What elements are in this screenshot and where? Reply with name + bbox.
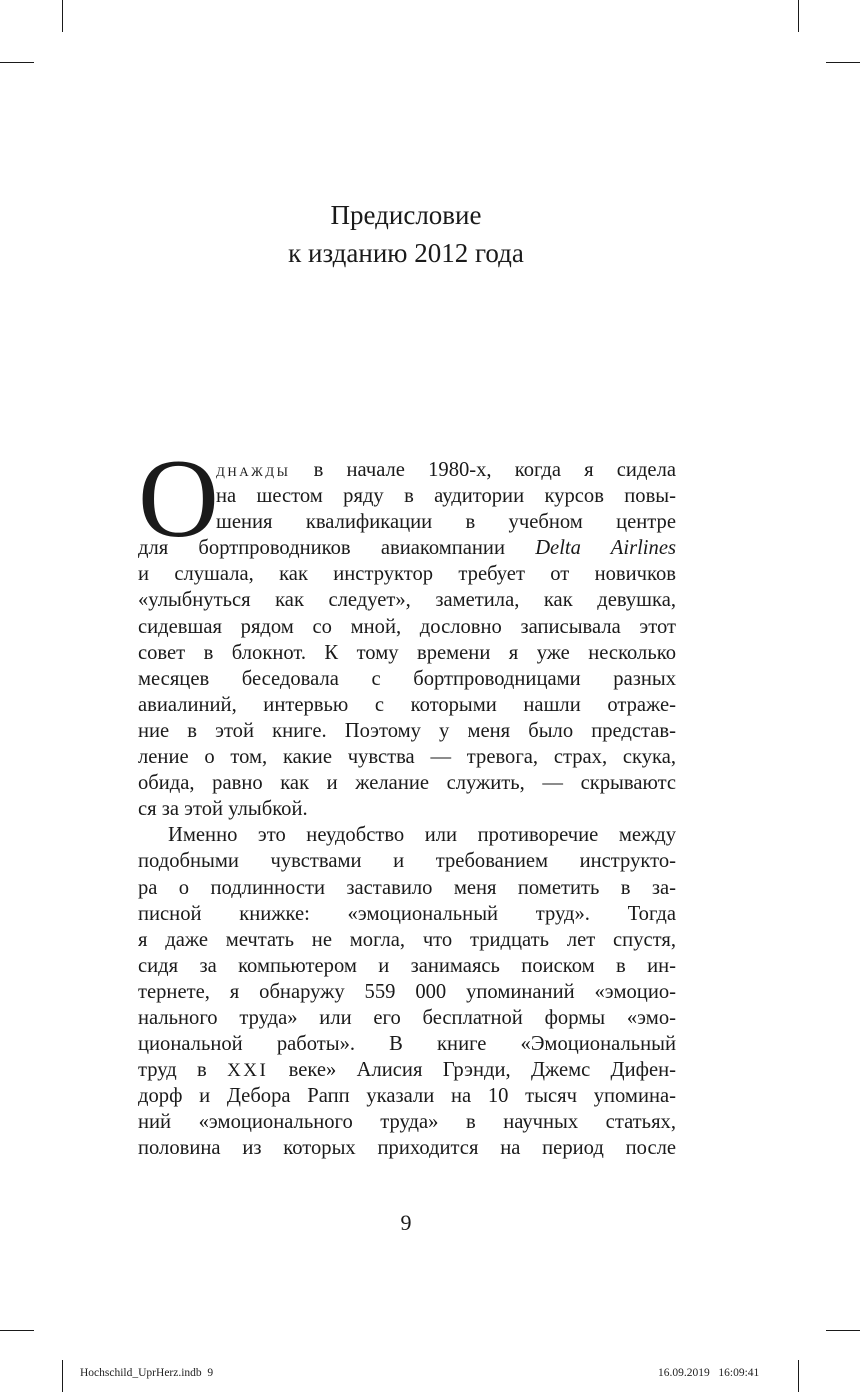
- century-numeral: XXI: [227, 1060, 269, 1082]
- crop-mark-bottom-right-h: [826, 1330, 860, 1331]
- paragraph-2-line-7: тернете, я обнаружу 559 000 упоминаний «эмоцио-: [138, 980, 676, 1003]
- crop-mark-top-right-h: [826, 62, 860, 63]
- crop-mark-top-right: [798, 0, 799, 32]
- paragraph-2-line-8: нального труда» или его бесплатной формы «эмо-: [138, 1006, 676, 1029]
- crop-mark-top-left: [62, 0, 63, 32]
- paragraph-1-line-5: и слушала, как инструктор требует от новичков: [138, 563, 676, 586]
- crop-mark-top-left-h: [0, 62, 34, 63]
- paragraph-2-line-9: циональной работы». В книге «Эмоциональный: [138, 1033, 676, 1056]
- heading-line-1: Предисловие: [330, 200, 482, 230]
- paragraph-2-line-1: Именно это неудобство или противоречие между: [168, 824, 676, 847]
- paragraph-1-line-9: месяцев беседовала с бортпроводницами разных: [138, 667, 676, 690]
- paragraph-1-line-1: днажды в начале 1980-х, когда я сидела: [216, 459, 676, 481]
- paragraph-1-line-13: обида, равно как и желание служить, — скрываютс: [138, 772, 676, 795]
- footer-timestamp: 16.09.2019 16:09:41: [658, 1367, 760, 1379]
- paragraph-2-line-3: ра о подлинности заставило меня пометить в за-: [138, 876, 676, 899]
- airline-name: Delta Airlines: [535, 537, 676, 560]
- paragraph-1-line-10: авиалиний, интервью с которыми нашли отраже-: [138, 693, 676, 716]
- paragraph-1-line-3: шения квалификации в учебном центре: [216, 511, 676, 534]
- chapter-heading: [0, 196, 812, 272]
- paragraph-1-line-12: ление о том, какие чувства — тревога, страх, скука,: [138, 746, 676, 769]
- body-text: [138, 437, 676, 1162]
- first-word-smallcaps: днажды: [216, 460, 291, 481]
- paragraph-1-line-8: совет в блокнот. К тому времени я уже несколько: [138, 641, 676, 664]
- heading-line-2: к изданию 2012 года: [288, 238, 524, 268]
- drop-cap: О: [138, 437, 219, 561]
- paragraph-1-line-14: ся за этой улыбкой.: [138, 798, 308, 821]
- paragraph-2-line-2: подобными чувствами и требованием инструкто-: [138, 850, 676, 873]
- paragraph-1-line-7: сидевшая рядом со мной, дословно записывала этот: [138, 615, 676, 638]
- paragraph-2-line-6: сидя за компьютером и занимаясь поиском в ин-: [138, 954, 676, 977]
- paragraph-1-line-2: на шестом ряду в аудитории курсов повы-: [216, 485, 676, 508]
- footer-filename: Hochschild_UprHerz.indb 9: [80, 1367, 214, 1379]
- page-number: 9: [400, 1210, 412, 1235]
- paragraph-2-line-13: половина из которых приходится на период после: [138, 1137, 676, 1160]
- crop-mark-bottom-left-h: [0, 1330, 34, 1331]
- paragraph-1-line-4: для бортпроводников авиакомпании Delta Airlines: [138, 537, 676, 560]
- paragraph-2-line-11: дорф и Дебора Рапп указали на 10 тысяч упомина-: [138, 1085, 676, 1108]
- crop-mark-bottom-left: [62, 1360, 63, 1392]
- paragraph-1-line-11: ние в этой книге. Поэтому у меня было представ-: [138, 719, 676, 742]
- paragraph-2-line-10: труд в XXI веке» Алисия Грэнди, Джемс Дифен-: [138, 1059, 676, 1082]
- paragraph-2-line-12: ний «эмоционального труда» в научных статьях,: [138, 1111, 676, 1134]
- paragraph-2-line-4: писной книжке: «эмоциональный труд». Тогда: [138, 902, 676, 925]
- paragraph-2-line-5: я даже мечтать не могла, что тридцать лет спустя,: [138, 928, 676, 951]
- paragraph-1-line-6: «улыбнуться как следует», заметила, как девушка,: [138, 589, 676, 612]
- crop-mark-bottom-right: [798, 1360, 799, 1392]
